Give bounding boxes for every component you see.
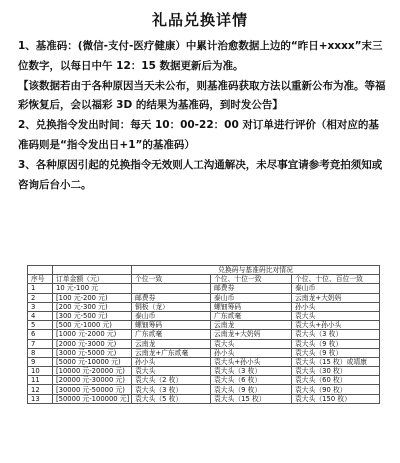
table-cell: 8 <box>28 348 53 357</box>
exchange-table <box>27 265 380 404</box>
table-cell: [500 元-1000 元) <box>53 321 132 330</box>
table-cell: 云南龙+广东贰毫 <box>132 348 211 357</box>
table-cell: 袁大头（15 枚）或靖康 <box>292 357 380 366</box>
table-cell: 袁大头（9 枚） <box>292 339 380 348</box>
table-cell: 袁大头 <box>292 311 380 320</box>
table-cell: 袁大头（6 枚） <box>211 376 292 385</box>
table-cell: 袁大头+孙小头 <box>292 321 380 330</box>
table-cell: 2 <box>28 293 53 302</box>
table-cell: 10 元-100 元 <box>53 284 132 293</box>
table-row <box>28 339 380 348</box>
table-body <box>28 284 380 403</box>
table-row <box>28 330 380 339</box>
table-row <box>28 348 380 357</box>
table-cell: 袁大头（3 枚） <box>292 330 380 339</box>
table-cell: 泰山币 <box>132 311 211 320</box>
table-cell: [50000 元-100000 元] <box>53 394 132 403</box>
table-row <box>28 367 380 376</box>
table-cell: [5000 元-10000 元) <box>53 357 132 366</box>
table-cell: 广东贰毫 <box>211 311 292 320</box>
table-cell: [1000 元-2000 元) <box>53 330 132 339</box>
table-cell: 4 <box>28 311 53 320</box>
table-cell: [30000 元-50000 元) <box>53 385 132 394</box>
table-cell <box>132 284 211 293</box>
table-cell: 12 <box>28 385 53 394</box>
table-cell: 孙小头 <box>211 348 292 357</box>
table-cell: 云南龙 <box>132 339 211 348</box>
table-cell: [100 元-200 元) <box>53 293 132 302</box>
table-cell: 袁大头（5 枚） <box>132 394 211 403</box>
table-cell: 袁大头（60 枚） <box>292 376 380 385</box>
table-group-header: 兑换码与基准码比对情况 <box>132 266 380 275</box>
table-cell: [2000 元-3000 元) <box>53 339 132 348</box>
table-cell: [3000 元-5000 元) <box>53 348 132 357</box>
table-group-header-row <box>28 266 380 275</box>
table-header-cell: 序号 <box>28 275 53 284</box>
table-cell: 邮费券 <box>132 293 211 302</box>
table-row <box>28 293 380 302</box>
table-cell: 袁大头（150 枚） <box>292 394 380 403</box>
table-cell: 螺钿筹码 <box>211 302 292 311</box>
table-cell: 11 <box>28 376 53 385</box>
table-cell: 云南龙 <box>211 321 292 330</box>
table-cell: [10000 元-20000 元) <box>53 367 132 376</box>
rule-paragraph: 3、各种原因引起的兑换指令无效则人工沟通解决，未尽事宜请参考竞拍须知或咨询后台小二。 <box>18 158 383 191</box>
table-cell: 袁大头+孙小头 <box>211 357 292 366</box>
table-cell: 袁大头（9 枚） <box>211 385 292 394</box>
table-header-cell <box>28 266 53 275</box>
table-header-cell: 订单金额（元） <box>53 275 132 284</box>
table-cell: 广东贰毫 <box>132 330 211 339</box>
table-cell: 袁大头 <box>211 339 292 348</box>
table-cell: [20000 元-30000 元) <box>53 376 132 385</box>
table-cell: 孙小头 <box>292 302 380 311</box>
rules-text <box>18 37 386 195</box>
table-cell: 13 <box>28 394 53 403</box>
table-cell: 袁大头（2 枚） <box>132 376 211 385</box>
table-header-row <box>28 275 380 284</box>
table-cell: 10 <box>28 367 53 376</box>
table-cell: 泰山币 <box>292 284 380 293</box>
table-header-cell: 个位、十位一致 <box>211 275 292 284</box>
rule-paragraph: 1、基准码：(微信-支付-医疗健康）中累计治愈数据上边的“昨日+xxxx”末三位数字，以每日中午 12：15 数据更新后为准。 <box>18 40 383 72</box>
table-row <box>28 376 380 385</box>
table-cell: 螺钿筹码 <box>132 321 211 330</box>
exchange-table-container <box>27 265 379 404</box>
table-cell: 3 <box>28 302 53 311</box>
table-header-cell: 个位一致 <box>132 275 211 284</box>
table-cell: 1 <box>28 284 53 293</box>
table-row <box>28 284 380 293</box>
table-cell: 孙小头 <box>132 357 211 366</box>
table-cell: 7 <box>28 339 53 348</box>
table-cell: 袁大头（3 枚） <box>132 385 211 394</box>
table-row <box>28 385 380 394</box>
table-cell: 袁大头（30 枚） <box>292 367 380 376</box>
rule-paragraph: 2、兑换指令发出时间：每天 10：00-22：00 对订单进行评价（相对应的基准码则是“指令发出日+1”的基准码） <box>18 119 379 151</box>
table-header-cell: 个位、十位、百位一致 <box>292 275 380 284</box>
table-cell: 5 <box>28 321 53 330</box>
table-row <box>28 311 380 320</box>
table-cell: 6 <box>28 330 53 339</box>
table-cell: 袁大头 <box>132 367 211 376</box>
table-cell: 邮费券 <box>211 284 292 293</box>
table-cell: 泰山币 <box>211 293 292 302</box>
page-title: 礼品兑换详情 <box>151 11 248 29</box>
table-row <box>28 321 380 330</box>
rule-paragraph: 【该数据若由于各种原因当天未公布，则基准码获取方法以重新公布为准。等福彩恢复后，会以福彩 3D 的结果为基准码，到时发公告】 <box>18 79 386 112</box>
table-row <box>28 394 380 403</box>
table-cell: [200 元-300 元) <box>53 302 132 311</box>
table-cell: 袁大头（9 枚） <box>292 348 380 357</box>
table-cell: 袁大头（90 枚） <box>292 385 380 394</box>
table-cell: 袁大头（3 枚） <box>211 367 292 376</box>
table-cell: 云南龙+大奶妈 <box>211 330 292 339</box>
table-header-cell <box>53 266 132 275</box>
table-cell: 袁大头（15 枚） <box>211 394 292 403</box>
table-row <box>28 357 380 366</box>
table-cell: 9 <box>28 357 53 366</box>
table-cell: 云南龙+大奶妈 <box>292 293 380 302</box>
table-row <box>28 302 380 311</box>
table-cell: 铜板（龙） <box>132 302 211 311</box>
table-cell: [300 元-500 元) <box>53 311 132 320</box>
